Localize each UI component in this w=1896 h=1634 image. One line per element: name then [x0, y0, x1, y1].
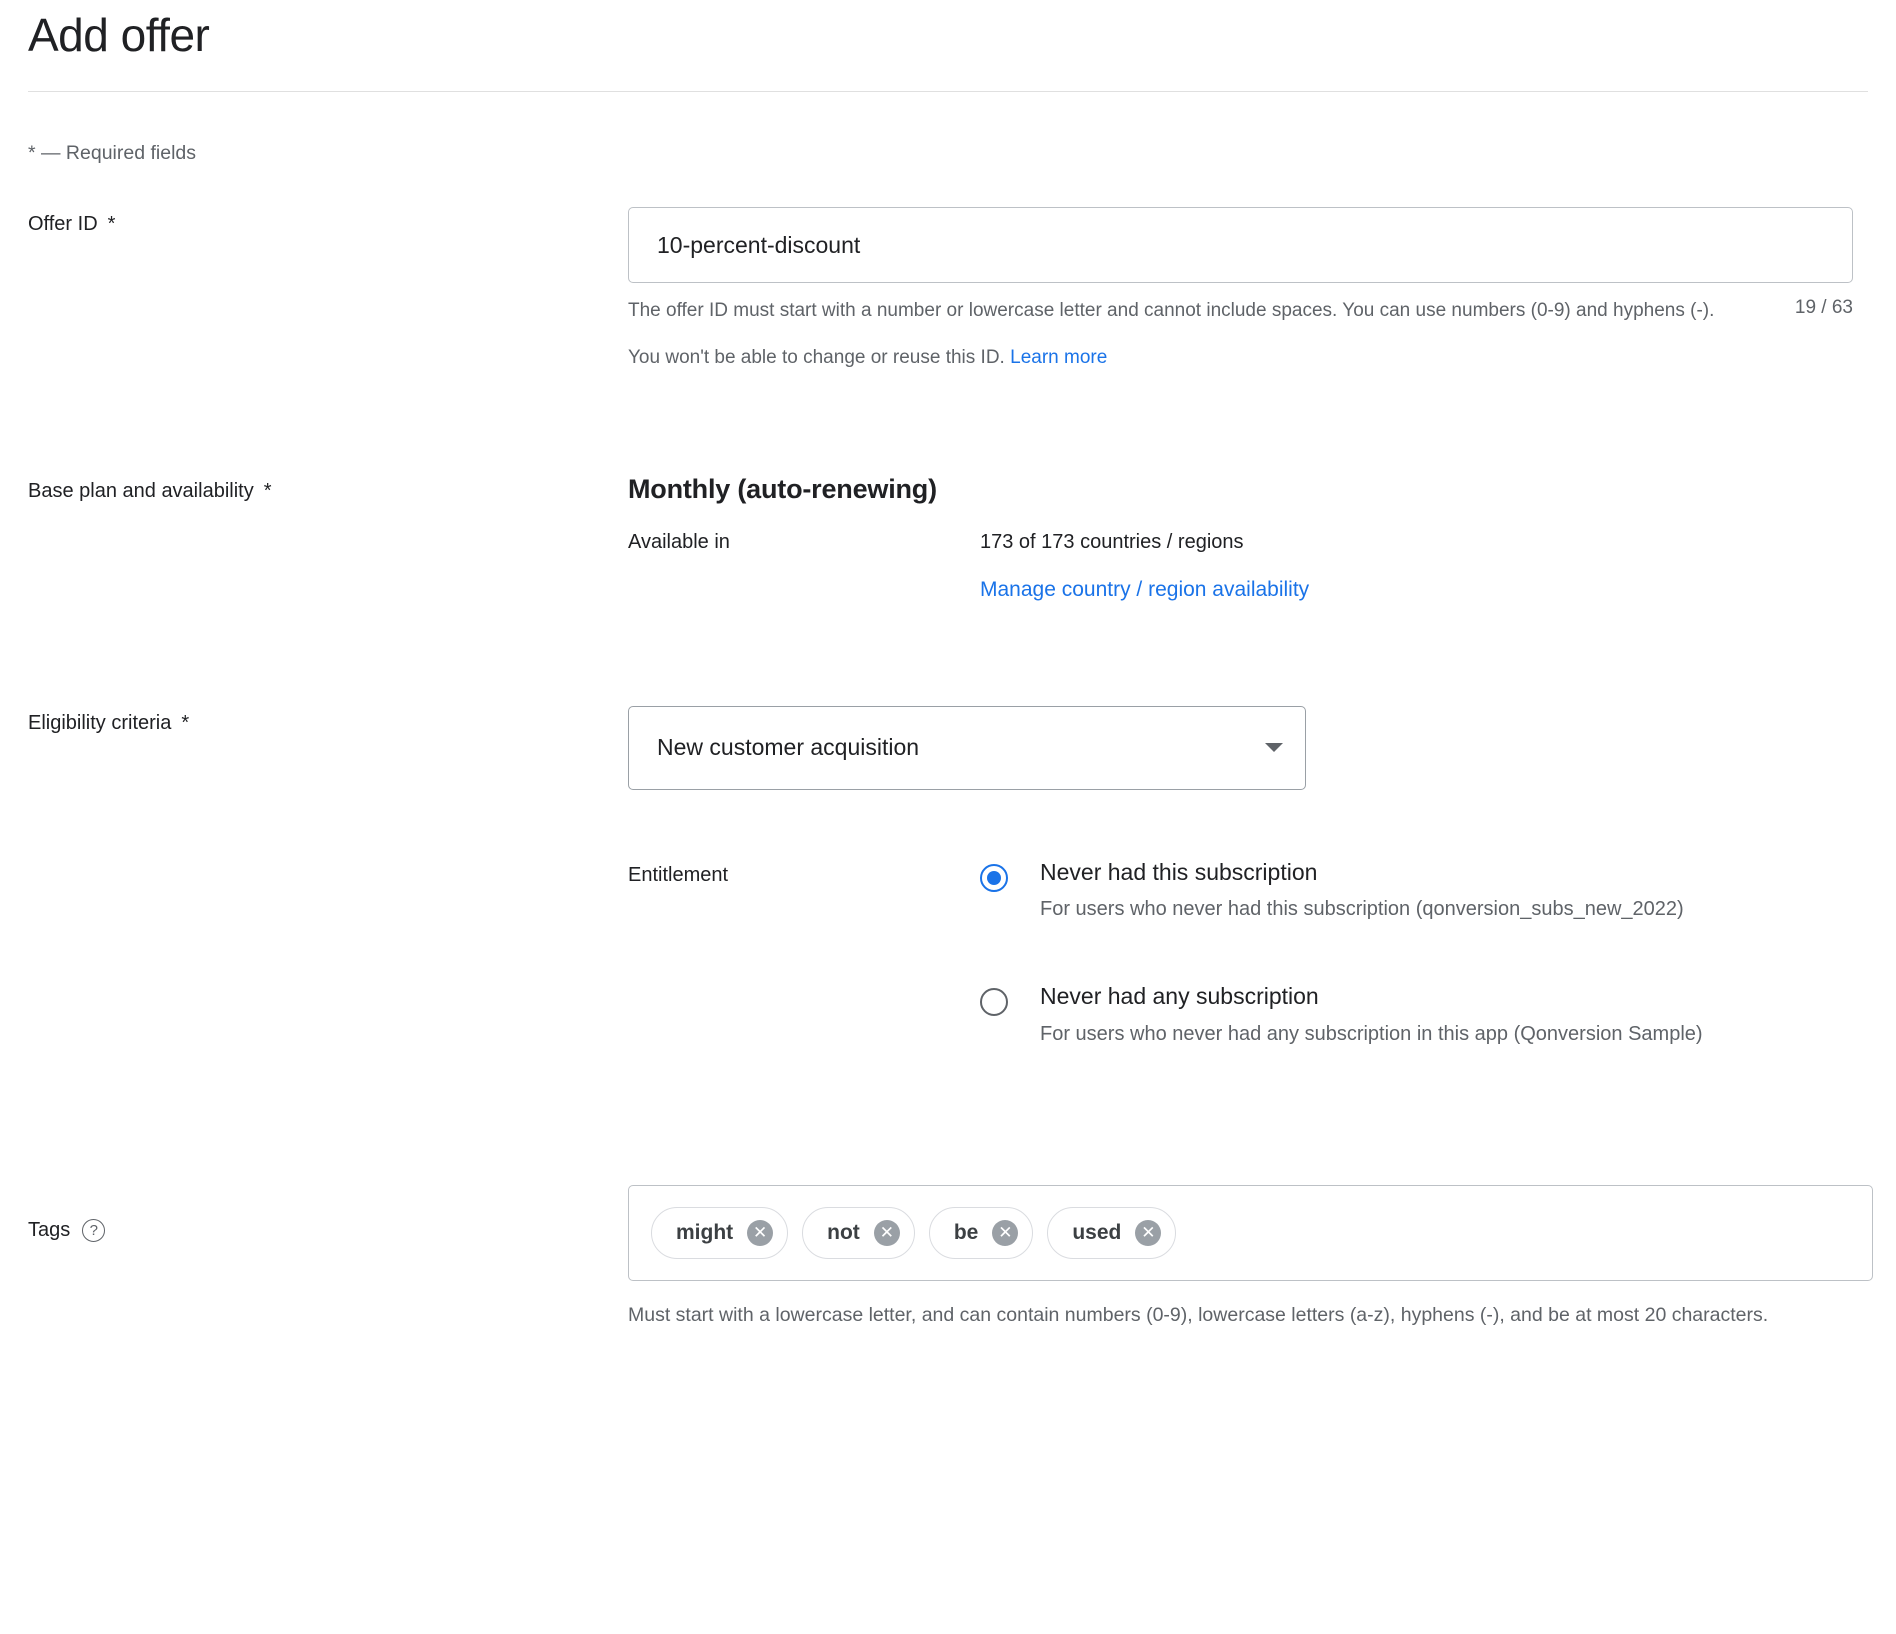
radio-button-never-had-any[interactable]: [980, 988, 1008, 1016]
learn-more-link[interactable]: Learn more: [1010, 346, 1108, 368]
base-plan-row: [28, 474, 1868, 602]
offer-id-content: [628, 207, 1868, 369]
add-offer-page: [0, 8, 1896, 1330]
base-plan-name: Monthly (auto-renewing): [628, 473, 937, 504]
entitlement-radio-group: [980, 858, 1868, 1050]
manage-availability-link[interactable]: Manage country / region availability: [980, 577, 1310, 601]
offer-id-label-text: Offer ID: [28, 213, 98, 236]
tag-chip[interactable]: [651, 1207, 788, 1259]
offer-id-char-counter: 19 / 63: [1794, 297, 1853, 319]
tag-chip-label: might: [676, 1221, 734, 1245]
tags-row: [28, 1185, 1868, 1330]
close-icon[interactable]: ✕: [874, 1220, 900, 1246]
offer-id-helper-row: [628, 297, 1853, 325]
eligibility-label: [28, 706, 628, 735]
tags-label-text: Tags: [28, 1219, 71, 1242]
tag-chip[interactable]: [802, 1207, 915, 1259]
eligibility-required-marker: *: [181, 711, 190, 734]
tag-chip[interactable]: [1047, 1207, 1176, 1259]
entitlement-option-texts: [1040, 858, 1684, 925]
base-plan-label-text: Base plan and availability: [28, 479, 254, 502]
radio-button-never-had-this[interactable]: [980, 864, 1008, 892]
entitlement-row: [628, 858, 1868, 1050]
tags-input[interactable]: [628, 1185, 1873, 1281]
base-plan-availability: [628, 531, 1868, 602]
tag-chip-label: not: [827, 1221, 860, 1245]
offer-id-row: [28, 207, 1868, 369]
eligibility-label-text: Eligibility criteria: [28, 711, 172, 734]
eligibility-selected-value: New customer acquisition: [657, 734, 920, 761]
help-icon[interactable]: ?: [82, 1219, 105, 1242]
eligibility-select[interactable]: [628, 706, 1306, 790]
base-plan-label: [28, 474, 628, 503]
header-divider: [28, 91, 1868, 92]
offer-id-label: [28, 207, 628, 236]
available-in-value: 173 of 173 countries / regions: [980, 530, 1244, 553]
eligibility-content: [628, 706, 1868, 1050]
entitlement-option-never-had-any[interactable]: [980, 982, 1868, 1049]
offer-id-helper-text: The offer ID must start with a number or lowercase letter and cannot include spaces. You can use numbers (0-9) and hyphens (-).: [628, 300, 1715, 322]
tag-chip-label: used: [1072, 1221, 1122, 1245]
tag-chip[interactable]: [929, 1207, 1034, 1259]
eligibility-row: [28, 706, 1868, 1050]
available-in-block: [980, 531, 1309, 602]
entitlement-option-title: Never had this subscription: [1040, 858, 1318, 885]
offer-id-input[interactable]: [628, 207, 1853, 283]
offer-id-value: 10-percent-discount: [657, 231, 861, 258]
base-plan-required-marker: *: [263, 479, 272, 502]
base-plan-content: [628, 474, 1868, 602]
tags-content: [628, 1185, 1868, 1330]
chevron-down-icon: [1265, 743, 1283, 752]
required-fields-note: * — Required fields: [28, 142, 196, 165]
close-icon[interactable]: ✕: [747, 1220, 773, 1246]
offer-id-note: [628, 347, 1868, 369]
entitlement-option-description: For users who never had this subscription (qonversion_subs_new_2022): [1040, 898, 1684, 921]
entitlement-option-title: Never had any subscription: [1040, 983, 1319, 1010]
page-title: Add offer: [28, 9, 210, 61]
available-in-label: Available in: [628, 530, 730, 553]
tags-helper-text: Must start with a lowercase letter, and can contain numbers (0-9), lowercase letters (a-z), hyphens (-), and be at most 20 characters.: [628, 1304, 1769, 1327]
tag-chip-label: be: [953, 1221, 979, 1245]
offer-id-required-marker: *: [107, 213, 116, 236]
entitlement-label: Entitlement: [628, 863, 729, 886]
entitlement-option-texts: [1040, 982, 1703, 1049]
tags-label: [28, 1185, 628, 1242]
close-icon[interactable]: ✕: [992, 1220, 1018, 1246]
entitlement-option-never-had-this[interactable]: [980, 858, 1868, 925]
offer-id-note-text: You won't be able to change or reuse this ID.: [628, 346, 1005, 368]
close-icon[interactable]: ✕: [1135, 1220, 1161, 1246]
entitlement-option-description: For users who never had any subscription in this app (Qonversion Sample): [1040, 1023, 1703, 1046]
